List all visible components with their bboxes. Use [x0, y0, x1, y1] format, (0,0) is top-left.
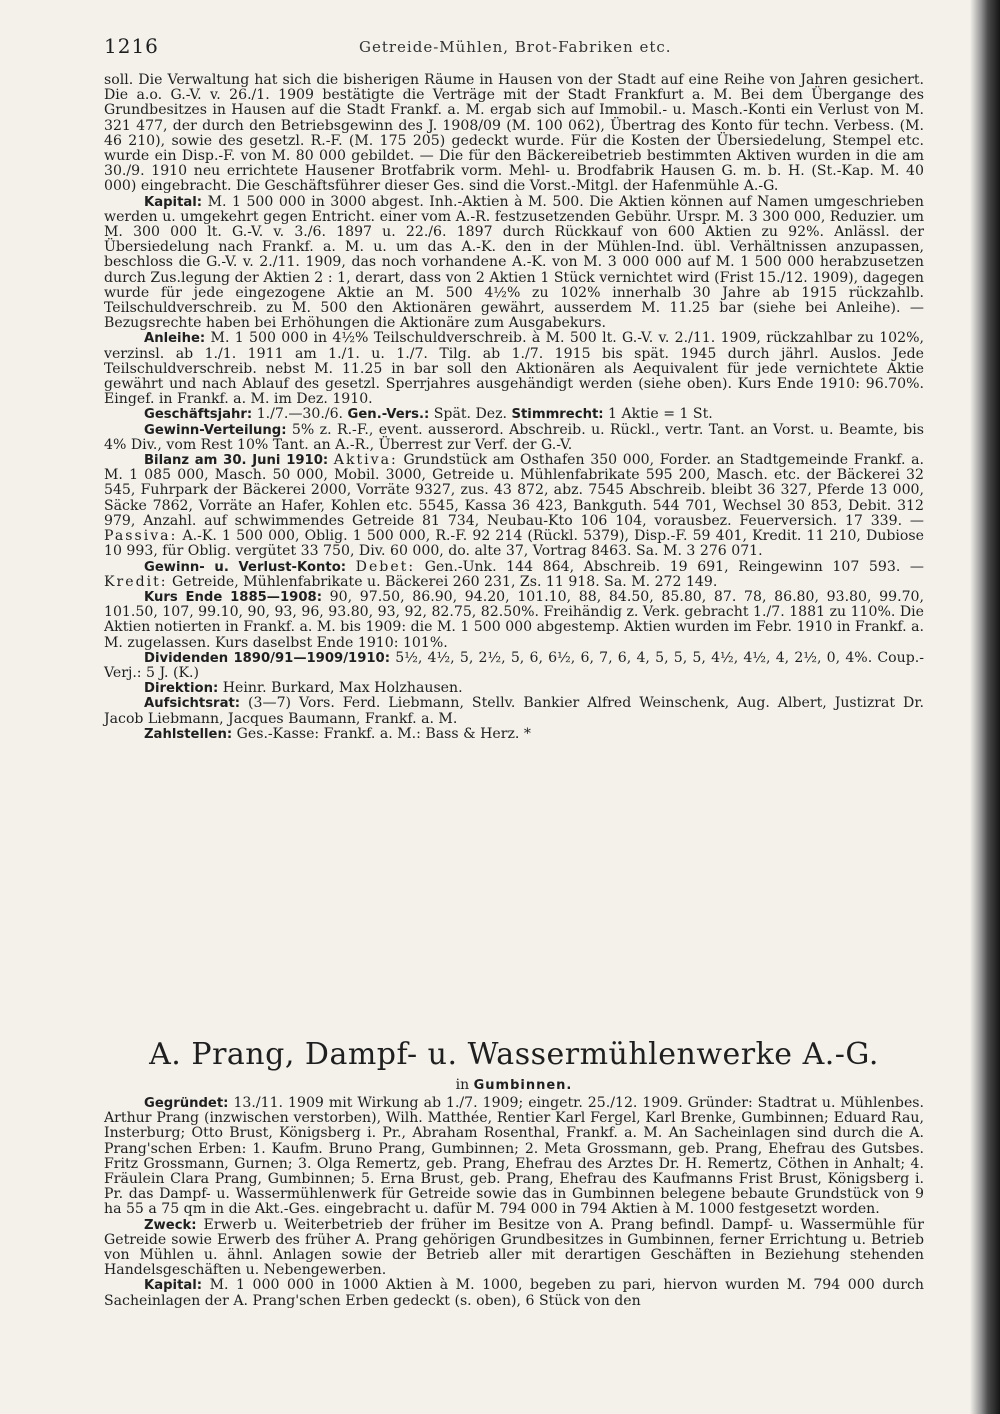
scan-page-edge — [970, 0, 1000, 1414]
word-kredit: Kredit: — [104, 573, 168, 590]
label-kapital: Kapital: — [144, 194, 203, 210]
company-location: in Gumbinnen. — [455, 1077, 573, 1093]
paragraph-kurs: Kurs Ende 1885—1908: 90, 97.50, 86.90, 94.20, 101.10, 88, 84.50, 85.80, 87. 78, 86.80, 93.80, 99.70, 101.50, 107, 99.10, 90, 93, 96, 93.80, 93, 92, 82.75, 82.50%. Freihändig z. Verk. gebracht 1./7. 1881 zu 110%. Die Aktien notierten in Frankf. a. M. bis 1909: die M. 1 500 000 abgestemp. Aktien wurden im Febr. 1910 in Frankf. a. M. zugelassen. Kurs daselbst Ende 1910: 101%. — [104, 588, 924, 651]
paragraph-gewinn-verlust: Gewinn- u. Verlust-Konto: Debet: Gen.-Unk. 144 864, Abschreib. 19 691, Reingewinn 107 593. — Kredit: Getreide, Mühlenfabrikate u. Bäckerei 260 231, Zs. 11 918. Sa. M. 272 149. — [104, 558, 924, 590]
paragraph-geschaeftsjahr: Geschäftsjahr: 1./7.—30./6. Gen.-Vers.: Spät. Dez. Stimmrecht: 1 Aktie = 1 St. — [144, 406, 713, 423]
page-header — [104, 34, 924, 60]
label-aufsichtsrat: Aufsichtsrat: — [144, 696, 241, 712]
label-kapital-new: Kapital: — [144, 1278, 203, 1294]
label-gewinn-verlust: Gewinn- u. Verlust-Konto: — [144, 559, 347, 575]
paragraph-aufsichtsrat: Aufsichtsrat: (3—7) Vors. Ferd. Liebmann, Stellv. Bankier Alfred Weinschenk, Aug. Albert, Justizrat Dr. Jacob Liebmann, Jacques Baumann, Frankf. a. M. — [104, 695, 924, 727]
paragraph-zahlstellen: Zahlstellen: Ges.-Kasse: Frankf. a. M.: Bass & Herz. * — [144, 725, 531, 742]
company-name: A. Prang, Dampf- u. Wassermühlenwerke A.-G. — [149, 1037, 879, 1072]
paragraph-gegruendet: Gegründet: 13./11. 1909 mit Wirkung ab 1./7. 1909; eingetr. 25./12. 1909. Gründer: Stadtrat u. Mühlenbes. Arthur Prang (inzwischen verstorben), Wilh. Matthée, Rentier Karl Fergel, Karl Brenke, Gumbinnen; Eduard Rau, Insterburg; Otto Brust, Königsberg i. Pr., Abraham Rosenthal, Frankf. a. M. An Sacheinlagen sind durch die A. Prang'schen Erben: 1. Kaufm. Bruno Prang, Gumbinnen; 2. Meta Grossmann, geb. Prang, Ehefrau des Gutsbes. Fritz Grossmann, Gurnen; 3. Olga Remertz, geb. Prang, Ehefrau des Arztes Dr. H. Remertz, Cöthen in Anhalt; 4. Fräulein Clara Prang, Gumbinnen; 5. Erna Brust, geb. Prang, Ehefrau des Kaufmanns Frist Brust, Königsberg i. Pr. das Dampf- u. Wassermühlenwerk für Getreide sowie das in Gumbinnen belegene bebaute Grundstück von 9 ha 55 a 75 qm in die Akt.-Ges. eingebracht u. dafür M. 794 000 in 794 Aktien à M. 1000 festgesetzt worden. — [104, 1095, 925, 1218]
paragraph-intro: soll. Die Verwaltung hat sich die bisherigen Räume in Hausen von der Stadt auf eine Reihe von Jahren gesichert. Die a.o. G.-V. v. 26./1. 1909 bestätigte die Verträge mit der Stadt Frankfurt a. M. Bei dem Übergange des Grundbesitzes in Hausen auf die Stadt Frankf. a. M. ergab sich auf Immobil.- u. Masch.-Konti ein Verlust von M. 321 477, der durch den Betriebsgewinn des J. 1908/09 (M. 100 062), Übertrag des Konto für techn. Verbess. (M. 46 210), sowie des gesetzl. R.-F. (M. 175 205) gedeckt wurde. Für die Kosten der Übersiedelung, Stempel etc. wurde ein Disp.-F. von M. 80 000 gebildet. — Die für den Bäckereibetrieb bestimmten Aktiven wurden in die am 30./9. 1910 neu errichtete Hausener Brotfabrik vorm. Mehl- u. Brodfabrik Hausen G. m. b. H. (St.-Kap. M. 40 000) eingebracht. Die Geschäftsführer dieser Ges. sind die Vorst.-Mitgl. der Hafenmühle A.-G. — [104, 72, 924, 195]
paragraph-gewinn-verteilung: Gewinn-Verteilung: 5% z. R.-F., event. ausserord. Abschreib. u. Rückl., vertr. Tant. an Vorst. u. Beamte, bis 4% Div., vom Rest 10% Tant. an A.-R., Überrest zur Verf. der G.-V. — [104, 421, 924, 453]
page-number: 1216 — [104, 34, 159, 58]
paragraph-direktion: Direktion: Heinr. Burkard, Max Holzhausen. — [144, 680, 463, 697]
company-heading — [104, 1035, 924, 1096]
paragraph-kapital-new: Kapital: M. 1 000 000 in 1000 Aktien à M. 1000, begeben zu pari, hiervon wurden M. 794 000 durch Sacheinlagen der A. Prang'schen Erben gedeckt (s. oben), 6 Stück von den — [104, 1277, 925, 1309]
label-zweck: Zweck: — [144, 1217, 197, 1233]
label-gen-vers: Gen.-Vers.: — [347, 407, 430, 423]
label-dividenden: Dividenden 1890/91—1909/1910: — [144, 650, 391, 666]
location-city: Gumbinnen. — [473, 1078, 573, 1093]
word-aktiva: Aktiva: — [333, 452, 398, 469]
label-kurs: Kurs Ende 1885—1908: — [144, 589, 322, 605]
label-gewinn-verteilung: Gewinn-Verteilung: — [144, 422, 287, 438]
label-bilanz: Bilanz am 30. Juni 1910: — [144, 453, 329, 469]
word-passiva: Passiva: — [104, 528, 178, 545]
new-entry-text — [104, 1096, 924, 1309]
label-zahlstellen: Zahlstellen: — [144, 726, 233, 742]
label-stimmrecht: Stimmrecht: — [511, 407, 604, 423]
label-direktion: Direktion: — [144, 681, 219, 697]
label-geschaeftsjahr: Geschäftsjahr: — [144, 407, 253, 423]
paragraph-dividenden: Dividenden 1890/91—1909/1910: 5½, 4½, 5, 2½, 5, 6, 6½, 6, 7, 6, 4, 5, 5, 5, 4½, 4½, 4, 2½, 0, 4%. Coup.-Verj.: 5 J. (K.) — [104, 649, 924, 681]
running-title: Getreide-Mühlen, Brot-Fabriken etc. — [359, 38, 672, 56]
previous-entry-text — [104, 73, 924, 742]
paragraph-anleihe: Anleihe: M. 1 500 000 in 4½% Teilschuldverschreib. à M. 500 lt. G.-V. v. 2./11. 1909, rückzahlbar zu 102%, verzinsl. ab 1./1. 1911 am 1./1. u. 1./7. Tilg. ab 1./7. 1915 bis spät. 1945 durch jährl. Auslos. Jede Teilschuldverschreib. nebst M. 11.25 in bar soll den Aktionären als Aequivalent für jede vernichtete Aktie gewährt und nach Ablauf des gesetzl. Sperrjahres ausgehändigt werden (siehe oben). Kurs Ende 1910: 96.70%. Eingef. in Frankf. a. M. im Dez. 1910. — [104, 330, 924, 408]
label-anleihe: Anleihe: — [144, 331, 206, 347]
label-gegruendet: Gegründet: — [144, 1096, 229, 1111]
paragraph-bilanz: Bilanz am 30. Juni 1910: Aktiva: Grundstück am Osthafen 350 000, Forder. an Stadtgemeinde Frankf. a. M. 1 085 000, Masch. 50 000, Mobil. 3000, Getreide u. Mühlenfabrikate 595 200, Masch. etc. der Bäckerei 32 545, Fuhrpark der Bäckerei 2000, Vorräte 9327, zus. 43 872, abz. 7545 Abschreib. bleibt 36 327, Pferde 13 000, Säcke 7862, Vorräte an Hafer, Kohlen etc. 5545, Kassa 36 423, Bankguth. 544 701, Wechsel 30 853, Debit. 312 979, Anzahl. auf schwimmendes Getreide 81 734, Neubau-Kto 106 104, vorausbez. Feuerversich. 17 339. — Passiva: A.-K. 1 500 000, Oblig. 1 500 000, R.-F. 92 214 (Rückl. 5379), Disp.-F. 59 401, Kredit. 11 210, Dubiose 10 993, für Oblig. vergütet 33 750, Div. 60 000, do. alte 37, Vortrag 8463. Sa. M. 3 276 071. — [104, 452, 924, 560]
paragraph-kapital: Kapital: M. 1 500 000 in 3000 abgest. Inh.-Aktien à M. 500. Die Aktien können auf Namen umgeschrieben werden u. umgekehrt gegen Entricht. einer vom A.-R. festzusetzenden Gebühr. Urspr. M. 3 300 000, Reduzier. um M. 300 000 lt. G.-V. v. 3./6. 1897 u. 22./6. 1897 durch Rückkauf von 600 Aktien zu 92%. Anlässl. der Übersiedelung nach Frankf. a. M. u. um das A.-K. den in der Mühlen-Ind. übl. Verhältnissen anzupassen, beschloss die G.-V. v. 2./11. 1909, das noch vorhandene A.-K. von M. 3 000 000 auf M. 1 500 000 herabzusetzen durch Zus.legung der Aktien 2 : 1, derart, dass von 2 Aktien 1 Stück vernichtet wird (Frist 15./12. 1909), dagegen wurde für jede eingezogene Aktie an M. 500 4½% zu 102% innerhalb 30 Jahre ab 1915 rückzahlb. Teilschuldverschreib. zu M. 500 den Aktionären gewährt, ausserdem M. 11.25 bar (siehe bei Anleihe). — Bezugsrechte haben bei Erhöhungen die Aktionäre zum Ausgabekurs. — [104, 193, 924, 332]
word-debet: Debet: — [355, 558, 416, 575]
paragraph-zweck: Zweck: Erwerb u. Weiterbetrieb der früher im Besitze von A. Prang befindl. Dampf- u. Wassermühle für Getreide sowie Erwerb des früher A. Prang gehörigen Grundbesitzes in Gumbinnen, ferner Errichtung u. Betrieb von Mühlen u. ähnl. Anlagen sowie der Betrieb aller mit derartigen Geschäften in Beziehung stehenden Handelsgeschäften u. Nebengewerben. — [104, 1216, 925, 1279]
